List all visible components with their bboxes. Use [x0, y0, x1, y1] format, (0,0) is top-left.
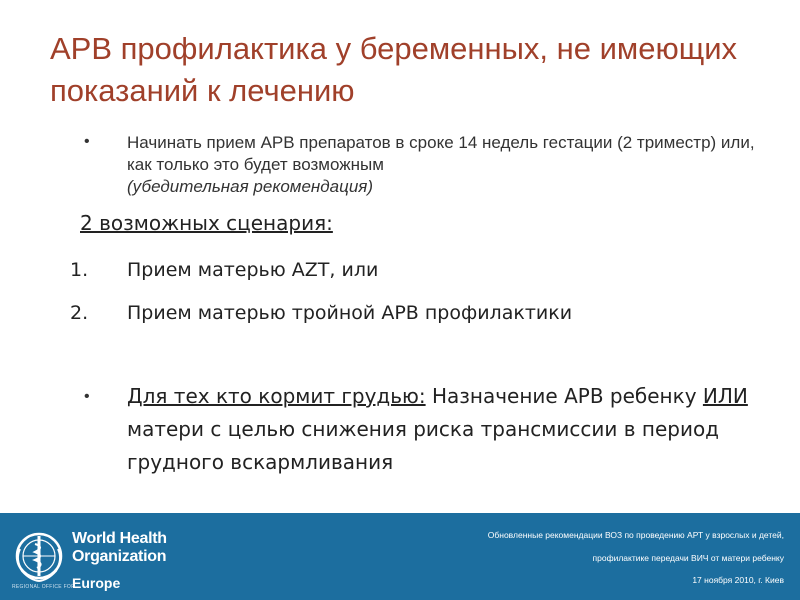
region-office-label: REGIONAL OFFICE FOR [12, 584, 76, 590]
feeding-text: матери с целью снижения риска трансмиссии в период грудного вскармливания [127, 417, 720, 474]
intro-bullet-text: Начинать прием АРВ препаратов в сроке 14 недель гестации (2 триместр) или, как только это будет возможным [127, 133, 755, 174]
scenarios-heading: 2 возможных сценария: [80, 211, 333, 235]
org-name-line2: Organization [72, 548, 167, 565]
scenario-number: 1. [70, 259, 89, 281]
intro-bullet-note: (убедительная рекомендация) [127, 177, 374, 196]
feeding-lead: Для тех кто кормит грудью: [127, 384, 426, 408]
footer-caption-date: 17 ноября 2010, г. Киев [692, 575, 784, 585]
scenario-number: 2. [70, 302, 89, 324]
bullet-marker: • [84, 388, 90, 405]
scenario-text: Прием матерью AZT, или [127, 259, 379, 281]
feeding-text: Назначение АРВ ребенку [425, 384, 703, 408]
slide-title: АРВ профилактика у беременных, не имеющих показаний к лечению [50, 31, 738, 108]
bullet-marker: • [84, 133, 90, 150]
footer-caption-line1: Обновленные рекомендации ВОЗ по проведению АРТ у взрослых и детей, [487, 530, 784, 540]
region-name: Europe [72, 575, 121, 591]
feeding-bullet [127, 380, 767, 479]
intro-bullet [127, 132, 767, 198]
feeding-emphasis: ИЛИ [702, 384, 748, 408]
footer-bar [0, 513, 800, 600]
scenario-text: Прием матерью тройной АРВ профилактики [127, 302, 573, 324]
who-emblem-icon [10, 527, 68, 585]
org-name-line1: World Health [72, 530, 167, 547]
org-name [72, 530, 167, 566]
footer-caption-line2: профилактике передачи ВИЧ от матери ребенку [592, 553, 784, 563]
